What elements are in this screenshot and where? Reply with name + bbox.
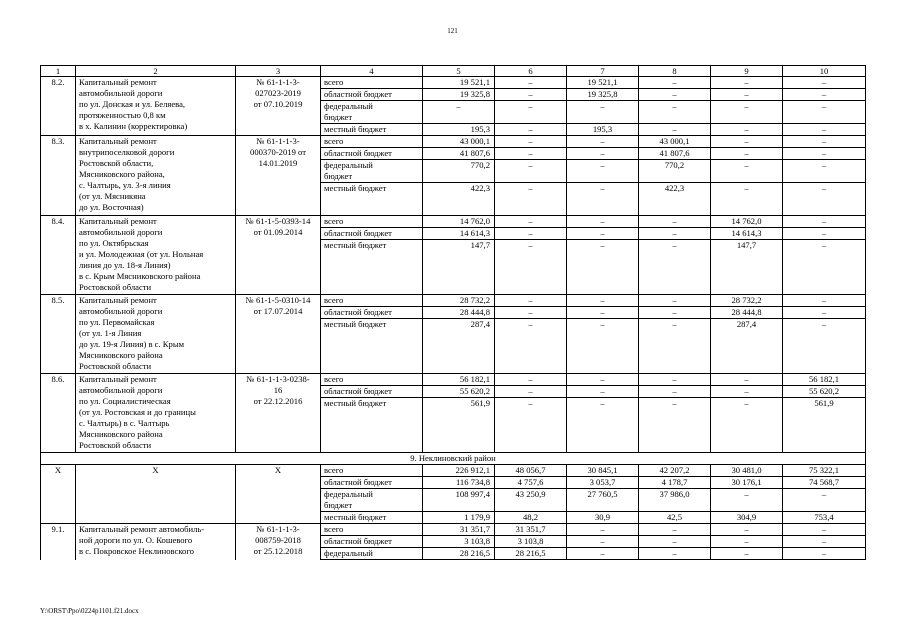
table-row (41, 216, 866, 228)
funding-source: местный бюджет (321, 512, 423, 524)
amount-cell: – (495, 136, 567, 148)
amount-cell: – (783, 548, 866, 560)
amount-cell: 30 176,1 (711, 477, 783, 489)
row-number: 8.4. (41, 216, 76, 295)
amount-cell: 28 444,8 (711, 307, 783, 319)
project-document: № 61-1-1-3- 000370-2019 от 14.01.2019 (236, 136, 321, 216)
amount-cell: 41 807,6 (423, 148, 495, 160)
amount-cell: – (711, 124, 783, 136)
amount-cell: 195,3 (423, 124, 495, 136)
amount-cell: 226 912,1 (423, 465, 495, 477)
amount-cell: – (639, 124, 711, 136)
amount-cell: – (639, 386, 711, 398)
amount-cell: 4 178,7 (639, 477, 711, 489)
amount-cell: – (639, 307, 711, 319)
project-document: Х (236, 465, 321, 524)
amount-cell: 422,3 (639, 183, 711, 216)
table-row (41, 524, 866, 536)
amount-cell: – (783, 148, 866, 160)
table-row (41, 374, 866, 386)
amount-cell: 4 757,6 (495, 477, 567, 489)
amount-cell: – (495, 160, 567, 183)
amount-cell: – (711, 148, 783, 160)
funding-source: всего (321, 216, 423, 228)
amount-cell: – (639, 228, 711, 240)
file-path-footer: Y:\ORST\Ppo\0224p1101.f21.docx (40, 607, 139, 615)
table-row (41, 136, 866, 148)
row-number: 8.6. (41, 374, 76, 453)
project-description: Капитальный ремонт автомобильной дороги по ул. Социалистическая (от ул. Ростовская и до границы с. Чалтырь) в с. Чалтырь Мясниковского района Ростовской области (76, 374, 236, 453)
amount-cell: 753,4 (783, 512, 866, 524)
funding-source: всего (321, 524, 423, 536)
funding-source: местный бюджет (321, 124, 423, 136)
row-number: Х (41, 465, 76, 524)
amount-cell: – (495, 240, 567, 295)
amount-cell: 287,4 (423, 319, 495, 374)
amount-cell: – (783, 89, 866, 101)
amount-cell: – (567, 398, 639, 453)
amount-cell: 43 000,1 (423, 136, 495, 148)
amount-cell: – (495, 295, 567, 307)
amount-cell: 48 056,7 (495, 465, 567, 477)
amount-cell: – (567, 136, 639, 148)
funding-table (40, 65, 866, 560)
amount-cell: 147,7 (711, 240, 783, 295)
amount-cell: – (639, 240, 711, 295)
header-cell: 2 (76, 66, 236, 77)
amount-cell: 3 103,8 (495, 536, 567, 548)
amount-cell: 42 207,2 (639, 465, 711, 477)
amount-cell: – (783, 77, 866, 89)
amount-cell: – (495, 183, 567, 216)
amount-cell: – (639, 77, 711, 89)
funding-source: федеральный (321, 548, 423, 560)
funding-source: местный бюджет (321, 240, 423, 295)
project-document: № 61-1-5-0310-14 от 17.07.2014 (236, 295, 321, 374)
amount-cell: 48,2 (495, 512, 567, 524)
header-cell: 10 (783, 66, 866, 77)
amount-cell: 28 216,5 (495, 548, 567, 560)
amount-cell: – (783, 124, 866, 136)
amount-cell: – (783, 319, 866, 374)
amount-cell: 14 614,3 (423, 228, 495, 240)
amount-cell: 43 250,9 (495, 489, 567, 512)
amount-cell: – (495, 89, 567, 101)
amount-cell: – (711, 136, 783, 148)
amount-cell: 30,9 (567, 512, 639, 524)
amount-cell: – (567, 183, 639, 216)
amount-cell: – (567, 101, 639, 124)
amount-cell: – (711, 536, 783, 548)
amount-cell: – (567, 160, 639, 183)
amount-cell: 14 762,0 (711, 216, 783, 228)
amount-cell: – (567, 240, 639, 295)
amount-cell: 287,4 (711, 319, 783, 374)
amount-cell: – (711, 183, 783, 216)
amount-cell: – (711, 160, 783, 183)
amount-cell: – (783, 228, 866, 240)
amount-cell: – (783, 183, 866, 216)
amount-cell: 14 614,3 (711, 228, 783, 240)
amount-cell: 304,9 (711, 512, 783, 524)
amount-cell: 31 351,7 (495, 524, 567, 536)
amount-cell: – (711, 77, 783, 89)
amount-cell: 75 322,1 (783, 465, 866, 477)
funding-source: областной бюджет (321, 536, 423, 548)
project-description: Капитальный ремонт автомобильной дороги по ул. Донская и ул. Беляева, протяженностью 0,8 км в х. Калинин (корректировка) (76, 77, 236, 136)
amount-cell: – (711, 489, 783, 512)
amount-cell: 561,9 (783, 398, 866, 453)
amount-cell: – (495, 77, 567, 89)
amount-cell: 28 732,2 (423, 295, 495, 307)
amount-cell: 28 216,5 (423, 548, 495, 560)
amount-cell: – (567, 319, 639, 374)
amount-cell: – (711, 89, 783, 101)
amount-cell: – (495, 386, 567, 398)
project-document: № 61-1-5-0393-14 от 01.09.2014 (236, 216, 321, 295)
project-description: Капитальный ремонт внутрипоселковой дороги Ростовской области, Мясниковского района, с. Чалтырь, ул. 3-я линия (от ул. Мясникяна до ул. Восточная) (76, 136, 236, 216)
funding-source: областной бюджет (321, 89, 423, 101)
amount-cell: – (639, 101, 711, 124)
amount-cell: 55 620,2 (423, 386, 495, 398)
amount-cell: 147,7 (423, 240, 495, 295)
amount-cell: 56 182,1 (783, 374, 866, 386)
funding-source: областной бюджет (321, 386, 423, 398)
amount-cell: – (495, 307, 567, 319)
funding-source: всего (321, 77, 423, 89)
amount-cell: 19 521,1 (567, 77, 639, 89)
row-number: 8.5. (41, 295, 76, 374)
header-cell: 5 (423, 66, 495, 77)
amount-cell: – (711, 548, 783, 560)
amount-cell: 30 481,0 (711, 465, 783, 477)
amount-cell: 31 351,7 (423, 524, 495, 536)
amount-cell: – (783, 136, 866, 148)
amount-cell: 108 997,4 (423, 489, 495, 512)
table-row (41, 465, 866, 477)
amount-cell: – (567, 228, 639, 240)
funding-source: областной бюджет (321, 307, 423, 319)
project-description: Х (76, 465, 236, 524)
amount-cell: 195,3 (567, 124, 639, 136)
page-number: 121 (447, 27, 458, 35)
amount-cell: 561,9 (423, 398, 495, 453)
amount-cell: – (783, 536, 866, 548)
amount-cell: – (711, 398, 783, 453)
amount-cell: – (783, 101, 866, 124)
district-title: 9. Неклиновский район (41, 453, 866, 465)
amount-cell: 37 986,0 (639, 489, 711, 512)
amount-cell: – (567, 536, 639, 548)
amount-cell: 19 325,8 (567, 89, 639, 101)
amount-cell: – (495, 124, 567, 136)
header-cell: 7 (567, 66, 639, 77)
funding-source: местный бюджет (321, 183, 423, 216)
amount-cell: 770,2 (639, 160, 711, 183)
row-number: 9.1. (41, 524, 76, 560)
project-document: № 61-1-1-3- 008759-2018 от 25.12.2018 (236, 524, 321, 560)
amount-cell: – (567, 374, 639, 386)
amount-cell: 28 732,2 (711, 295, 783, 307)
project-description: Капитальный ремонт автомобильной дороги по ул. Октябрьская и ул. Молодежная (от ул. Нольная линия до ул. 18-я Линия) в с. Крым Мясниковского района Ростовской области (76, 216, 236, 295)
funding-source: местный бюджет (321, 398, 423, 453)
funding-source: всего (321, 295, 423, 307)
amount-cell: 19 521,1 (423, 77, 495, 89)
amount-cell: – (711, 101, 783, 124)
amount-cell: – (567, 307, 639, 319)
amount-cell: – (495, 319, 567, 374)
funding-source: всего (321, 465, 423, 477)
amount-cell: 14 762,0 (423, 216, 495, 228)
amount-cell: – (567, 524, 639, 536)
funding-source: всего (321, 136, 423, 148)
funding-source: федеральный бюджет (321, 160, 423, 183)
header-cell: 3 (236, 66, 321, 77)
amount-cell: 28 444,8 (423, 307, 495, 319)
amount-cell: – (783, 489, 866, 512)
amount-cell: – (783, 524, 866, 536)
project-description: Капитальный ремонт автомобиль- ной дороги по ул. О. Кошевого в с. Покровское Неклиновского (76, 524, 236, 560)
funding-source: федеральный бюджет (321, 101, 423, 124)
amount-cell: – (567, 295, 639, 307)
amount-cell: – (495, 101, 567, 124)
project-description: Капитальный ремонт автомобильной дороги по ул. Первомайская (от ул. 1-я Линия до ул. 19-я Линия) в с. Крым Мясниковского района Ростовской области (76, 295, 236, 374)
amount-cell: 42,5 (639, 512, 711, 524)
amount-cell: – (567, 148, 639, 160)
amount-cell: – (639, 295, 711, 307)
header-cell: 1 (41, 66, 76, 77)
amount-cell: 422,3 (423, 183, 495, 216)
amount-cell: – (783, 160, 866, 183)
row-number: 8.2. (41, 77, 76, 136)
project-document: № 61-1-1-3-0238- 16 от 22.12.2016 (236, 374, 321, 453)
amount-cell: 116 734,8 (423, 477, 495, 489)
funding-source: областной бюджет (321, 148, 423, 160)
amount-cell: – (783, 216, 866, 228)
amount-cell: – (567, 216, 639, 228)
amount-cell: 3 103,8 (423, 536, 495, 548)
amount-cell: – (423, 101, 495, 124)
funding-source: областной бюджет (321, 228, 423, 240)
header-cell: 6 (495, 66, 567, 77)
table-row (41, 295, 866, 307)
row-number: 8.3. (41, 136, 76, 216)
amount-cell: – (567, 386, 639, 398)
funding-source: областной бюджет (321, 477, 423, 489)
funding-source: местный бюджет (321, 319, 423, 374)
header-cell: 8 (639, 66, 711, 77)
amount-cell: – (711, 524, 783, 536)
amount-cell: – (639, 374, 711, 386)
amount-cell: – (783, 307, 866, 319)
amount-cell: 1 179,9 (423, 512, 495, 524)
amount-cell: – (711, 374, 783, 386)
project-document: № 61-1-1-3- 027023-2019 от 07.10.2019 (236, 77, 321, 136)
amount-cell: 55 620,2 (783, 386, 866, 398)
table-row (41, 77, 866, 89)
amount-cell: – (639, 89, 711, 101)
amount-cell: – (639, 524, 711, 536)
amount-cell: 19 325,8 (423, 89, 495, 101)
amount-cell: 74 568,7 (783, 477, 866, 489)
amount-cell: – (495, 398, 567, 453)
amount-cell: – (495, 374, 567, 386)
amount-cell: 3 053,7 (567, 477, 639, 489)
amount-cell: 30 845,1 (567, 465, 639, 477)
funding-source: федеральный бюджет (321, 489, 423, 512)
amount-cell: – (639, 319, 711, 374)
amount-cell: – (639, 216, 711, 228)
amount-cell: – (495, 216, 567, 228)
amount-cell: 56 182,1 (423, 374, 495, 386)
amount-cell: – (783, 240, 866, 295)
district-row (41, 453, 866, 465)
amount-cell: – (639, 536, 711, 548)
table-body (41, 66, 866, 560)
amount-cell: – (639, 548, 711, 560)
amount-cell: 770,2 (423, 160, 495, 183)
amount-cell: – (783, 295, 866, 307)
amount-cell: – (495, 228, 567, 240)
amount-cell: 27 760,5 (567, 489, 639, 512)
amount-cell: – (639, 398, 711, 453)
header-cell: 4 (321, 66, 423, 77)
amount-cell: 43 000,1 (639, 136, 711, 148)
header-row (41, 66, 866, 77)
amount-cell: – (711, 386, 783, 398)
amount-cell: – (495, 148, 567, 160)
header-cell: 9 (711, 66, 783, 77)
amount-cell: – (567, 548, 639, 560)
funding-source: всего (321, 374, 423, 386)
amount-cell: 41 807,6 (639, 148, 711, 160)
